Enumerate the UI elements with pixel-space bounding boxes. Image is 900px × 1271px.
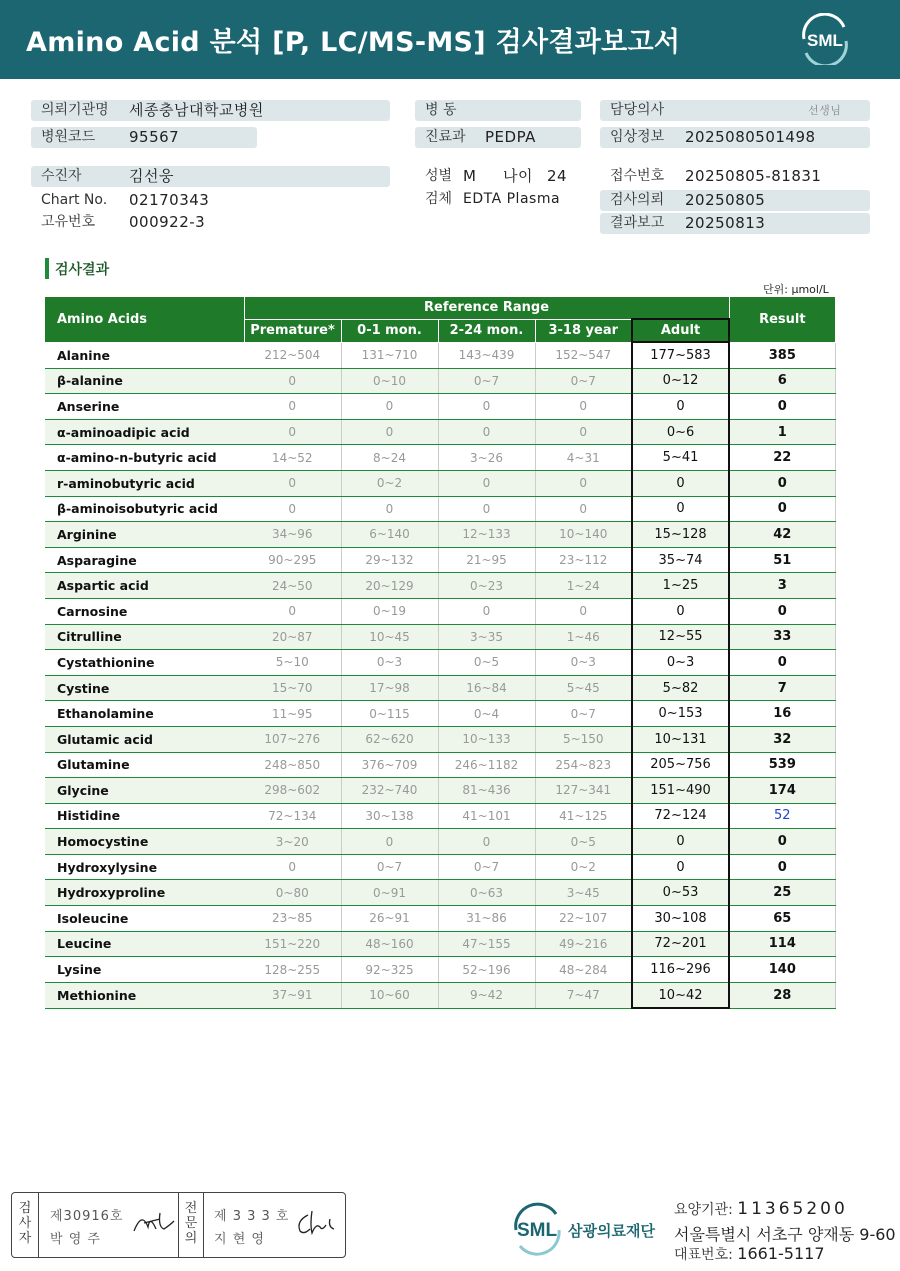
result-value: 16 [729,701,835,727]
adult-range-cell: 1~25 [632,573,729,599]
table-row [45,522,835,548]
reference-range-cell: 3~20 [244,829,341,855]
adult-range-cell: 12~55 [632,624,729,650]
report-date-value: 20250813 [685,214,766,232]
table-row [45,573,835,599]
ward-label: 병 동 [425,102,457,118]
reference-range-cell: 0 [535,598,632,624]
clinical-label: 임상정보 [610,129,665,145]
hospital-code-field [31,127,257,148]
table-row [45,547,835,573]
chart-value: 02170343 [129,191,210,209]
amino-acid-name: Isoleucine [45,906,244,932]
result-value: 28 [729,982,835,1008]
reference-range-cell: 3~45 [535,880,632,906]
table-row [45,624,835,650]
reference-range-cell: 92~325 [341,957,438,983]
table-row [45,982,835,1008]
result-value: 539 [729,752,835,778]
reference-range-cell: 72~134 [244,803,341,829]
table-row [45,470,835,496]
reference-range-cell: 20~129 [341,573,438,599]
table-row [45,342,835,368]
reference-range-cell: 107~276 [244,726,341,752]
sex-age-field [415,166,581,187]
reference-range-cell: 1~24 [535,573,632,599]
adult-range-cell: 0 [632,829,729,855]
range-header-0-1-mon: 0-1 mon. [341,319,438,342]
result-header: Result [729,297,835,343]
result-value: 114 [729,931,835,957]
amino-acid-name: β-alanine [45,368,244,394]
clinical-value: 2025080501498 [685,128,816,146]
reference-range-cell: 23~85 [244,906,341,932]
amino-acid-name: Arginine [45,522,244,548]
reference-range-cell: 5~10 [244,650,341,676]
doctor-suffix: 선생님 [808,104,842,117]
table-row [45,701,835,727]
request-label: 검사의뢰 [610,192,665,208]
amino-acid-name: Ethanolamine [45,701,244,727]
table-row [45,598,835,624]
adult-range-cell: 30~108 [632,906,729,932]
reference-range-cell: 90~295 [244,547,341,573]
reference-range-cell: 0~7 [341,854,438,880]
doctor-label: 담당의사 [610,102,665,118]
reference-range-cell: 0 [244,598,341,624]
specialist-label: 전 문 의 [184,1201,198,1246]
adult-range-cell: 0 [632,470,729,496]
unique-label: 고유번호 [41,214,96,230]
reference-range-cell: 4~31 [535,445,632,471]
reference-range-cell: 0~2 [341,470,438,496]
reference-range-cell: 0~3 [535,650,632,676]
result-value: 140 [729,957,835,983]
reference-range-cell: 0 [535,496,632,522]
specialist-name: 지 현 영 [214,1232,265,1247]
amino-acid-name: Histidine [45,803,244,829]
reference-range-cell: 16~84 [438,675,535,701]
reference-range-cell: 10~60 [341,982,438,1008]
result-value: 0 [729,854,835,880]
dept-value: PEDPA [485,128,536,146]
reference-range-cell: 0 [341,419,438,445]
reference-range-cell: 128~255 [244,957,341,983]
ward-field [415,100,581,121]
doctor-field [600,100,870,121]
reference-range-cell: 0~23 [438,573,535,599]
footer-address: 서울특별시 서초구 양재동 9-60 [674,1225,896,1244]
reference-range-cell: 41~125 [535,803,632,829]
reference-range-cell: 11~95 [244,701,341,727]
reference-range-cell: 298~602 [244,778,341,804]
amino-acid-name: Alanine [45,342,244,368]
patient-field [31,166,390,187]
adult-range-cell: 0 [632,598,729,624]
adult-range-cell: 116~296 [632,957,729,983]
adult-range-cell: 0 [632,496,729,522]
footer-code-value: 11365200 [737,1199,848,1219]
receipt-value: 20250805-81831 [685,167,822,185]
reference-range-cell: 0 [535,470,632,496]
reference-range-cell: 23~112 [535,547,632,573]
specimen-field [415,189,581,210]
results-table [45,296,836,1009]
clinical-field [600,127,870,148]
reference-range-cell: 10~45 [341,624,438,650]
adult-range-cell: 0~6 [632,419,729,445]
signature-box [11,1192,346,1258]
reference-range-cell: 0~5 [438,650,535,676]
result-value: 6 [729,368,835,394]
amino-acid-name: Glutamine [45,752,244,778]
specimen-label: 검체 [425,191,453,207]
range-header-adult: Adult [632,319,729,342]
result-value: 32 [729,726,835,752]
reference-range-cell: 0 [438,419,535,445]
reference-range-cell: 0~7 [438,368,535,394]
result-value: 174 [729,778,835,804]
footer-logo-text: SML [516,1220,558,1241]
report-date-field [600,213,870,234]
result-value: 0 [729,470,835,496]
adult-range-cell: 35~74 [632,547,729,573]
reference-range-cell: 5~45 [535,675,632,701]
reference-range-cell: 0 [438,496,535,522]
reference-range-cell: 248~850 [244,752,341,778]
reference-range-cell: 254~823 [535,752,632,778]
result-value: 33 [729,624,835,650]
result-value: 51 [729,547,835,573]
adult-range-cell: 151~490 [632,778,729,804]
unique-field [31,212,390,233]
adult-range-cell: 5~41 [632,445,729,471]
result-value: 3 [729,573,835,599]
reference-range-cell: 0~4 [438,701,535,727]
adult-range-cell: 177~583 [632,342,729,368]
table-row [45,854,835,880]
amino-acid-name: Lysine [45,957,244,983]
reference-range-cell: 0 [244,470,341,496]
sex-label: 성별 [425,168,453,184]
table-row [45,752,835,778]
table-row [45,650,835,676]
reference-range-cell: 41~101 [438,803,535,829]
reference-range-cell: 8~24 [341,445,438,471]
reference-range-cell: 5~150 [535,726,632,752]
footer-org-name: 삼광의료재단 [568,1222,655,1240]
adult-range-cell: 205~756 [632,752,729,778]
section-marker [45,258,49,279]
sml-logo [796,13,854,65]
age-value: 24 [547,167,568,185]
adult-range-cell: 0 [632,394,729,420]
reference-range-cell: 15~70 [244,675,341,701]
table-row [45,931,835,957]
result-value: 0 [729,394,835,420]
reference-range-cell: 17~98 [341,675,438,701]
reference-range-cell: 0~19 [341,598,438,624]
amino-acid-name: Asparagine [45,547,244,573]
reference-range-cell: 0~2 [535,854,632,880]
reference-range-cell: 246~1182 [438,752,535,778]
table-row [45,419,835,445]
reference-range-cell: 29~132 [341,547,438,573]
reference-range-cell: 12~133 [438,522,535,548]
reference-range-cell: 14~52 [244,445,341,471]
report-header [0,0,900,79]
reference-range-cell: 376~709 [341,752,438,778]
reference-range-cell: 21~95 [438,547,535,573]
reference-range-cell: 26~91 [341,906,438,932]
table-row [45,368,835,394]
receipt-label: 접수번호 [610,168,665,184]
institution-field [31,100,390,121]
reference-range-cell: 22~107 [535,906,632,932]
amino-acid-name: Homocystine [45,829,244,855]
reference-range-cell: 0~7 [535,368,632,394]
table-row [45,880,835,906]
adult-range-cell: 5~82 [632,675,729,701]
reference-range-cell: 3~35 [438,624,535,650]
patient-label: 수진자 [41,168,82,184]
unit-label: 단위: μmol/L [763,283,829,296]
amino-acid-name: Carnosine [45,598,244,624]
table-row [45,906,835,932]
amino-acid-name: Anserine [45,394,244,420]
result-value: 42 [729,522,835,548]
reference-range-cell: 232~740 [341,778,438,804]
inspector-signature [130,1207,178,1239]
chart-field [31,190,390,211]
specialist-license: 제 3 3 3 호 [214,1209,290,1224]
amino-acid-name: Cystathionine [45,650,244,676]
amino-acid-name: Methionine [45,982,244,1008]
adult-range-cell: 0~3 [632,650,729,676]
reference-range-cell: 0~91 [341,880,438,906]
reference-range-cell: 151~220 [244,931,341,957]
age-label: 나이 [503,167,533,185]
section-title: 검사결과 [55,262,110,278]
reference-range-cell: 0~3 [341,650,438,676]
reference-range-cell: 47~155 [438,931,535,957]
reference-range-cell: 0 [341,496,438,522]
result-value: 385 [729,342,835,368]
adult-range-cell: 0~12 [632,368,729,394]
amino-acids-header: Amino Acids [45,297,244,343]
range-header-premature: Premature* [244,319,341,342]
reference-range-cell: 62~620 [341,726,438,752]
adult-range-cell: 10~42 [632,982,729,1008]
result-value: 0 [729,598,835,624]
reference-range-cell: 0 [535,419,632,445]
result-value: 52 [729,803,835,829]
reference-range-header: Reference Range [244,297,729,320]
table-row [45,496,835,522]
amino-acid-name: Hydroxyproline [45,880,244,906]
specialist-signature [294,1207,340,1239]
reference-range-cell: 49~216 [535,931,632,957]
reference-range-cell: 81~436 [438,778,535,804]
reference-range-cell: 1~46 [535,624,632,650]
reference-range-cell: 10~140 [535,522,632,548]
institution-value: 세종충남대학교병원 [129,101,264,119]
table-row [45,829,835,855]
reference-range-cell: 0~5 [535,829,632,855]
amino-acid-name: r-aminobutyric acid [45,470,244,496]
reference-range-cell: 0 [438,829,535,855]
reference-range-cell: 131~710 [341,342,438,368]
amino-acid-name: Cystine [45,675,244,701]
request-field [600,190,870,211]
table-row [45,675,835,701]
receipt-field [600,166,870,187]
report-title: Amino Acid 분석 [P, LC/MS-MS] 검사결과보고서 [26,27,681,58]
amino-acid-name: Leucine [45,931,244,957]
table-row [45,803,835,829]
reference-range-cell: 20~87 [244,624,341,650]
result-value: 25 [729,880,835,906]
reference-range-cell: 48~160 [341,931,438,957]
amino-acid-name: Hydroxylysine [45,854,244,880]
result-value: 65 [729,906,835,932]
reference-range-cell: 0~7 [535,701,632,727]
request-value: 20250805 [685,191,766,209]
reference-range-cell: 0~10 [341,368,438,394]
amino-acid-name: β-aminoisobutyric acid [45,496,244,522]
reference-range-cell: 52~196 [438,957,535,983]
reference-range-cell: 0~7 [438,854,535,880]
adult-range-cell: 0~53 [632,880,729,906]
reference-range-cell: 0 [244,419,341,445]
reference-range-cell: 0 [438,394,535,420]
reference-range-cell: 34~96 [244,522,341,548]
result-value: 0 [729,496,835,522]
reference-range-cell: 30~138 [341,803,438,829]
patient-value: 김선웅 [129,167,174,185]
reference-range-cell: 3~26 [438,445,535,471]
dept-label: 진료과 [425,129,466,145]
reference-range-cell: 0 [438,598,535,624]
sml-logo-text: SML [807,31,843,50]
reference-range-cell: 0 [438,470,535,496]
adult-range-cell: 72~124 [632,803,729,829]
reference-range-cell: 48~284 [535,957,632,983]
footer-phone-value: 1661-5117 [737,1244,825,1263]
amino-acid-name: Glutamic acid [45,726,244,752]
reference-range-cell: 0~80 [244,880,341,906]
range-header-3-18-year: 3-18 year [535,319,632,342]
table-row [45,394,835,420]
reference-range-cell: 31~86 [438,906,535,932]
reference-range-cell: 0 [341,394,438,420]
footer-phone [674,1244,825,1264]
result-value: 22 [729,445,835,471]
hospital-code-value: 95567 [129,128,180,146]
amino-acid-name: Citrulline [45,624,244,650]
reference-range-cell: 0 [341,829,438,855]
amino-acid-name: Aspartic acid [45,573,244,599]
reference-range-cell: 24~50 [244,573,341,599]
reference-range-cell: 0~63 [438,880,535,906]
reference-range-cell: 0 [244,854,341,880]
footer-code [674,1199,848,1219]
reference-range-cell: 10~133 [438,726,535,752]
reference-range-cell: 127~341 [535,778,632,804]
result-value: 7 [729,675,835,701]
inspector-license: 제30916호 [50,1209,124,1224]
reference-range-cell: 152~547 [535,342,632,368]
report-date-label: 결과보고 [610,215,665,231]
table-row [45,445,835,471]
reference-range-cell: 143~439 [438,342,535,368]
table-row [45,957,835,983]
result-value: 0 [729,650,835,676]
amino-acid-name: Glycine [45,778,244,804]
reference-range-cell: 0 [535,394,632,420]
adult-range-cell: 10~131 [632,726,729,752]
adult-range-cell: 0~153 [632,701,729,727]
adult-range-cell: 15~128 [632,522,729,548]
chart-label: Chart No. [41,192,108,208]
adult-range-cell: 0 [632,854,729,880]
reference-range-cell: 7~47 [535,982,632,1008]
reference-range-cell: 9~42 [438,982,535,1008]
reference-range-cell: 37~91 [244,982,341,1008]
unique-value: 000922-3 [129,213,206,231]
inspector-name: 박 영 주 [50,1232,101,1247]
reference-range-cell: 212~504 [244,342,341,368]
footer-code-label: 요양기관: [674,1202,733,1218]
result-value: 1 [729,419,835,445]
range-header-2-24-mon: 2-24 mon. [438,319,535,342]
inspector-label: 검 사 자 [18,1201,32,1246]
footer-phone-label: 대표번호: [674,1247,733,1263]
reference-range-cell: 6~140 [341,522,438,548]
table-row [45,726,835,752]
amino-acid-name: α-aminoadipic acid [45,419,244,445]
sex-value: M [463,167,477,185]
dept-field [415,127,581,148]
reference-range-cell: 0~115 [341,701,438,727]
hospital-code-label: 병원코드 [41,129,96,145]
footer-sml-logo [510,1200,565,1256]
adult-range-cell: 72~201 [632,931,729,957]
table-row [45,778,835,804]
amino-acid-name: α-amino-n-butyric acid [45,445,244,471]
reference-range-cell: 0 [244,496,341,522]
reference-range-cell: 0 [244,394,341,420]
specimen-value: EDTA Plasma [463,191,561,207]
reference-range-cell: 0 [244,368,341,394]
result-value: 0 [729,829,835,855]
institution-label: 의뢰기관명 [41,102,109,118]
